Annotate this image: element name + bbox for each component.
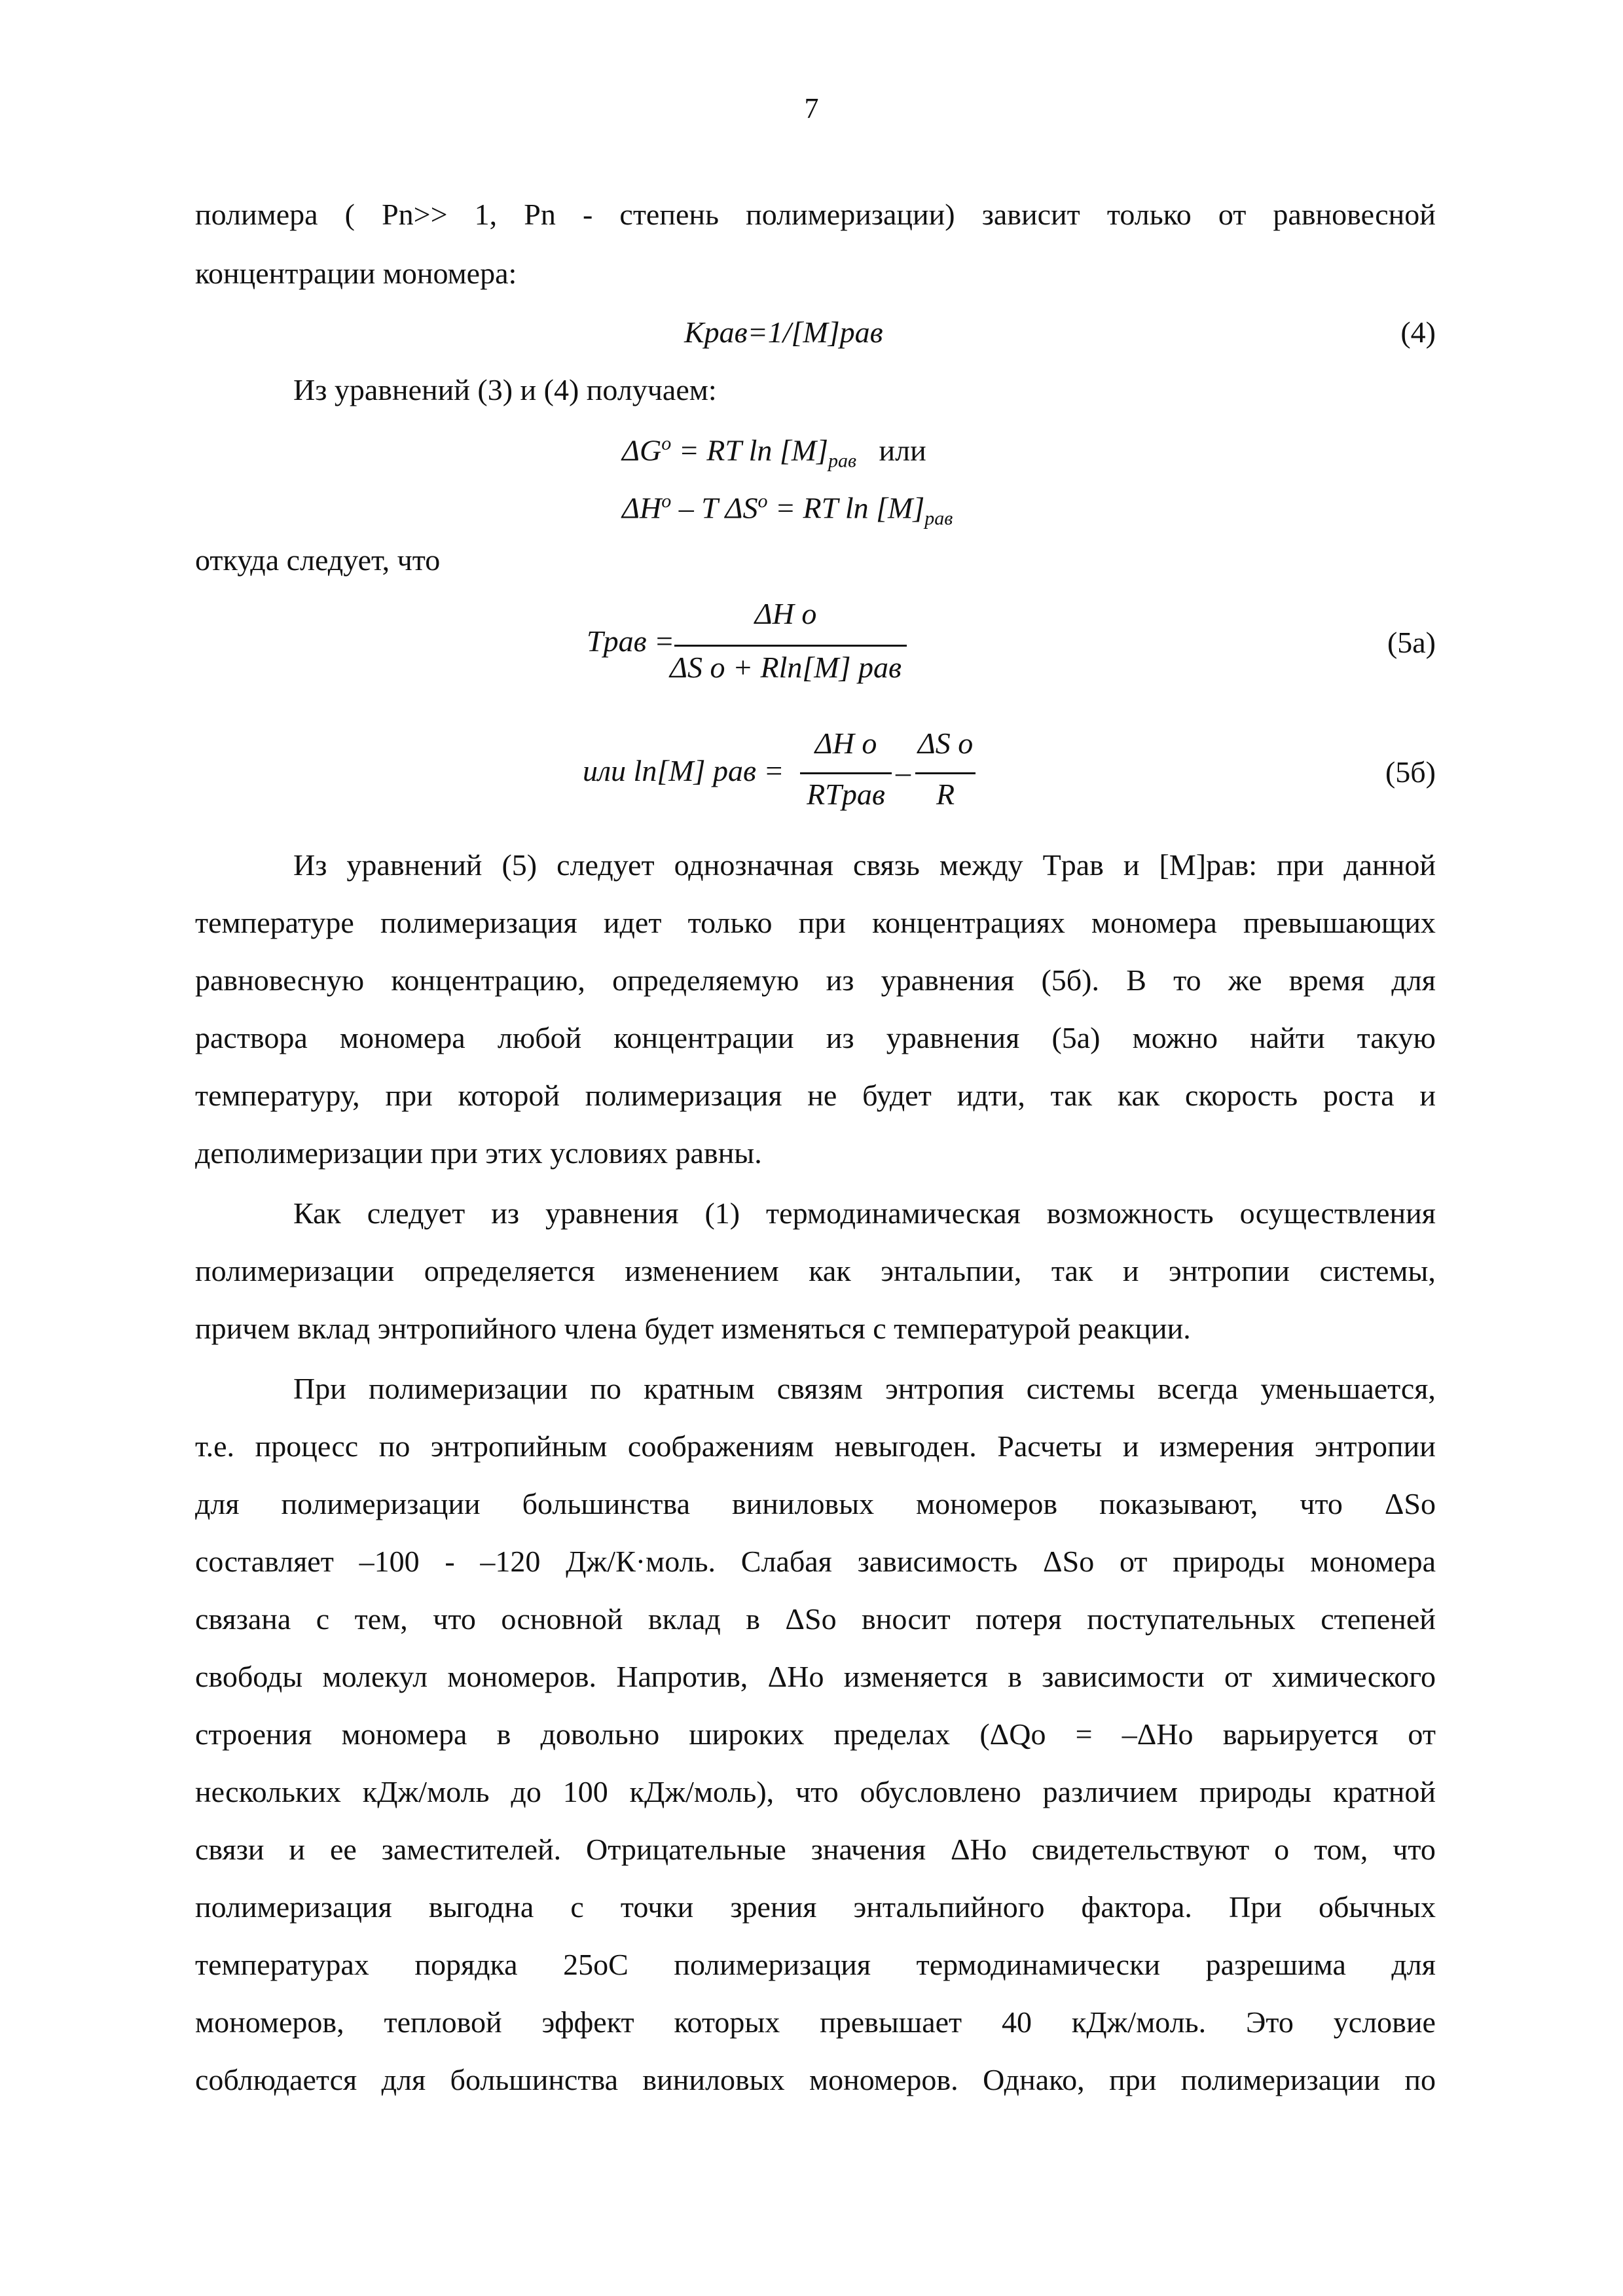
word: так (1050, 1079, 1093, 1112)
word: идти, (957, 1079, 1025, 1112)
word: что (433, 1602, 476, 1636)
word: ΔSo (1043, 1545, 1095, 1578)
word: температурах (195, 1948, 369, 1981)
p3-line-1 (293, 1369, 1436, 1408)
word: для (195, 1487, 240, 1520)
word: большинства (450, 2063, 618, 2096)
word: Как (293, 1196, 341, 1230)
word: вносит (862, 1602, 951, 1636)
word: определяется (424, 1254, 595, 1287)
word: скорость (1185, 1079, 1298, 1112)
word: в (746, 1602, 760, 1636)
word: полимеризации) (746, 198, 955, 231)
equation-4-number: (4) (1400, 315, 1436, 349)
word: любой (497, 1021, 582, 1054)
p2-line-3: причем вклад энтропийного члена будет изменяться с температурой реакции. (195, 1312, 1191, 1345)
word: мономера (339, 1021, 465, 1054)
word: ее (329, 1833, 357, 1866)
word: в (496, 1717, 511, 1751)
word: которых (674, 2005, 780, 2039)
word: энтропийным (430, 1429, 608, 1463)
word: зависимости (1042, 1660, 1205, 1693)
word: кДж/моль (362, 1775, 490, 1808)
word: по (378, 1429, 410, 1463)
word: термодинамически (916, 1948, 1161, 1981)
eq5a-numerator: ΔH o (754, 597, 817, 630)
word: роста (1322, 1079, 1395, 1112)
word: фактора. (1081, 1890, 1192, 1924)
word: возможность (1046, 1196, 1214, 1230)
p1-line-6: деполимеризации при этих условиях равны. (195, 1136, 762, 1170)
word: 40 (1002, 2005, 1032, 2039)
word: 25oC (563, 1948, 629, 1981)
word: измерения (1159, 1429, 1294, 1463)
word: концентрациях (872, 906, 1065, 939)
word: при (1109, 2063, 1157, 2096)
page-number: 7 (804, 92, 819, 124)
word: энтропии (1315, 1429, 1436, 1463)
eq5b-lhs: или ln[M] рав = (583, 754, 784, 787)
word: связана (195, 1602, 291, 1636)
word: точки (620, 1890, 694, 1924)
word: поступательных (1087, 1602, 1296, 1636)
word: для (381, 2063, 426, 2096)
p1-line-2 (195, 903, 1436, 942)
p3-line-10 (195, 1888, 1436, 1927)
word: равновесной (1273, 198, 1436, 231)
word: что (1300, 1487, 1343, 1520)
p1-line-5 (195, 1076, 1436, 1115)
word: нескольких (195, 1775, 341, 1808)
word: При (1229, 1890, 1282, 1924)
word: В (1126, 963, 1146, 997)
word: системы (1026, 1372, 1135, 1405)
word: как (809, 1254, 851, 1287)
word: температуру, (195, 1079, 360, 1112)
word: разрешима (1205, 1948, 1346, 1981)
word: = (1075, 1717, 1093, 1751)
eq5a-label: (5а) (1387, 626, 1436, 659)
word: такую (1357, 1021, 1436, 1054)
intro-line-1 (195, 195, 1436, 234)
word: различием (1042, 1775, 1178, 1808)
eq5b-fraction-bar-2 (915, 772, 976, 774)
word: как (1117, 1079, 1160, 1112)
word: тепловой (384, 2005, 502, 2039)
word: мономеров. (809, 2063, 958, 2096)
word: до (511, 1775, 541, 1808)
word: виниловых (642, 2063, 785, 2096)
p2-line-1 (293, 1194, 1436, 1233)
word: (5б). (1041, 963, 1099, 997)
word: и (289, 1833, 306, 1866)
word: осуществления (1239, 1196, 1436, 1230)
p3-line-9 (195, 1830, 1436, 1869)
p3-line-4 (195, 1542, 1436, 1581)
word: условие (1333, 2005, 1436, 2039)
p3-line-2 (195, 1427, 1436, 1466)
from-equations-text: Из уравнений (3) и (4) получаем: (293, 373, 717, 406)
intro-line-2: концентрации мономера: (195, 257, 517, 290)
word: т.е. (195, 1429, 235, 1463)
word: природы (1199, 1775, 1312, 1808)
word: ΔSo (1384, 1487, 1436, 1520)
word: полимеризация (380, 906, 577, 939)
word: значения (811, 1833, 926, 1866)
word: при (385, 1079, 433, 1112)
word: свидетельствуют (1031, 1833, 1250, 1866)
p3-line-8 (195, 1772, 1436, 1812)
word: Это (1246, 2005, 1294, 2039)
p1-line-3 (195, 961, 1436, 1000)
word: уравнения (881, 963, 1015, 997)
word: (5) (501, 848, 538, 882)
word: время (1288, 963, 1365, 997)
word: кДж/моль), (629, 1775, 775, 1808)
word: При (293, 1372, 346, 1405)
word: следует (556, 848, 655, 882)
word: следует (367, 1196, 465, 1230)
word: от (1408, 1717, 1436, 1751)
word: полимеризация (585, 1079, 782, 1112)
word: для (1391, 1948, 1436, 1981)
word: Pn>> (382, 198, 448, 231)
word: от (1218, 198, 1247, 231)
word: при (1277, 848, 1324, 882)
word: Из (293, 848, 327, 882)
word: Дж/К·моль. (566, 1545, 716, 1578)
word: в (1008, 1660, 1022, 1693)
p3-line-7 (195, 1715, 1436, 1754)
word: с (570, 1890, 584, 1924)
word: –100 (359, 1545, 420, 1578)
word: и (1123, 848, 1140, 882)
word: которой (458, 1079, 560, 1112)
word: том, (1314, 1833, 1368, 1866)
word: процесс (255, 1429, 359, 1463)
eq5a-lhs: Tрав = (587, 624, 675, 658)
word: тем, (354, 1602, 408, 1636)
word: связям (776, 1372, 863, 1405)
word: полимеризации (369, 1372, 568, 1405)
word: ΔHo (767, 1660, 824, 1693)
word: можно (1132, 1021, 1218, 1054)
word: –ΔHo (1122, 1717, 1194, 1751)
eq5b-minus: – (896, 755, 911, 789)
word: Слабая (740, 1545, 832, 1578)
word: термодинамическая (766, 1196, 1021, 1230)
word: и (1122, 1254, 1139, 1287)
p3-line-3 (195, 1484, 1436, 1524)
eq5a-fraction-bar (674, 645, 907, 647)
word: энтропия (885, 1372, 1004, 1405)
word: температуре (195, 906, 354, 939)
word: всегда (1157, 1372, 1239, 1405)
word: выгодна (428, 1890, 534, 1924)
word: уменьшается, (1260, 1372, 1436, 1405)
word: кратным (644, 1372, 755, 1405)
word: - (445, 1545, 455, 1578)
word: природы (1173, 1545, 1285, 1578)
word: раствора (195, 1021, 308, 1054)
word: Однако, (983, 2063, 1085, 2096)
word: полимеризации (195, 1254, 395, 1287)
p3-line-5 (195, 1600, 1436, 1639)
word: (5а) (1051, 1021, 1101, 1054)
word: с (316, 1602, 330, 1636)
eq5b-label: (5б) (1385, 755, 1436, 789)
word: связи (195, 1833, 264, 1866)
word: вклад (647, 1602, 721, 1636)
word: свободы (195, 1660, 303, 1693)
word: мономера (1091, 906, 1217, 939)
word: мономера (1310, 1545, 1436, 1578)
word: заместителей. (381, 1833, 562, 1866)
word: довольно (540, 1717, 660, 1751)
word: [M]рав: (1159, 848, 1257, 882)
word: степеней (1321, 1602, 1436, 1636)
word: Pn (524, 198, 556, 231)
word: зрения (730, 1890, 817, 1924)
word: эффект (541, 2005, 634, 2039)
word: полимеризация (674, 1948, 871, 1981)
word: же (1228, 963, 1262, 997)
word: уравнения (545, 1196, 679, 1230)
word: мономера (341, 1717, 467, 1751)
word: зависит (981, 198, 1080, 231)
word: молекул (322, 1660, 428, 1693)
word: и (1419, 1079, 1436, 1112)
word: концентрацию, (391, 963, 585, 997)
word: идет (603, 906, 662, 939)
word: Отрицательные (586, 1833, 786, 1866)
word: кратной (1333, 1775, 1436, 1808)
word: уравнения (886, 1021, 1020, 1054)
word: из (826, 963, 854, 997)
word: определяемую (612, 963, 799, 997)
eq5b-denominator-2: R (936, 778, 955, 811)
word: для (1391, 963, 1436, 997)
equation-4: Kрав=1/[M]рав (684, 315, 883, 349)
word: энтальпийного (853, 1890, 1045, 1924)
p1-line-1 (293, 846, 1436, 885)
word: химического (1271, 1660, 1436, 1693)
word: обусловлено (860, 1775, 1021, 1808)
p3-line-12 (195, 2003, 1436, 2042)
word: изменением (625, 1254, 779, 1287)
word: Напротив, (616, 1660, 748, 1693)
p2-line-2 (195, 1251, 1436, 1291)
word: энтропии (1169, 1254, 1290, 1287)
word: что (1393, 1833, 1436, 1866)
eq5b-numerator-2: ΔS o (917, 726, 974, 760)
word: уравнений (346, 848, 483, 882)
word: основной (501, 1602, 623, 1636)
word: при (798, 906, 846, 939)
word: Расчеты (997, 1429, 1103, 1463)
word: варьируется (1222, 1717, 1379, 1751)
word: то (1173, 963, 1201, 997)
word: мономеров, (195, 2005, 344, 2039)
word: и (1122, 1429, 1139, 1463)
word: от (1119, 1545, 1148, 1578)
word: показывают, (1099, 1487, 1258, 1520)
word: широких (689, 1717, 805, 1751)
word: будет (862, 1079, 932, 1112)
word: системы, (1319, 1254, 1436, 1287)
word: так (1051, 1254, 1093, 1287)
word: потеря (976, 1602, 1062, 1636)
word: Tрав (1042, 848, 1104, 882)
eq5b-fraction-bar-1 (800, 772, 892, 774)
word: энтальпии, (881, 1254, 1022, 1287)
p3-line-13 (195, 2060, 1436, 2100)
word: найти (1250, 1021, 1325, 1054)
word: виниловых (731, 1487, 875, 1520)
word: ΔHo (950, 1833, 1007, 1866)
word: не (807, 1079, 837, 1112)
word: превышает (820, 2005, 962, 2039)
word: –120 (480, 1545, 541, 1578)
word: - (582, 198, 593, 231)
word: зависимость (857, 1545, 1018, 1578)
word: от (1224, 1660, 1252, 1693)
word: превышающих (1243, 906, 1436, 939)
word: из (826, 1021, 854, 1054)
word: порядка (414, 1948, 518, 1981)
word: что (795, 1775, 839, 1808)
eq5b-denominator-1: RTрав (807, 778, 885, 811)
word: концентрации (613, 1021, 794, 1054)
word: (ΔQo (979, 1717, 1046, 1751)
word: связь (853, 848, 920, 882)
word: равновесную (195, 963, 365, 997)
word: изменяется (843, 1660, 988, 1693)
word: между (939, 848, 1023, 882)
word: строения (195, 1717, 312, 1751)
word: только (687, 906, 773, 939)
word: мономеров (916, 1487, 1058, 1520)
word: о (1274, 1833, 1290, 1866)
word: полимера (195, 198, 318, 231)
word: полимеризация (195, 1890, 392, 1924)
word: 1, (474, 198, 498, 231)
p3-line-11 (195, 1945, 1436, 1984)
word: составляет (195, 1545, 334, 1578)
word: степень (619, 198, 719, 231)
word: только (1106, 198, 1192, 231)
word: обычных (1318, 1890, 1436, 1924)
word: соображениям (627, 1429, 814, 1463)
word: полимеризации (1180, 2063, 1380, 2096)
word: соблюдается (195, 2063, 357, 2096)
word: по (590, 1372, 622, 1405)
eq5a-denominator: ΔS o + Rln[M] рав (669, 651, 902, 684)
word: мономеров. (447, 1660, 596, 1693)
word: данной (1343, 848, 1436, 882)
word: невыгоден. (834, 1429, 977, 1463)
word: ΔSo (785, 1602, 837, 1636)
word: полимеризации (281, 1487, 481, 1520)
whence-text: откуда следует, что (195, 543, 441, 577)
word: большинства (522, 1487, 691, 1520)
eq5b-numerator-1: ΔH o (814, 726, 877, 760)
word: пределах (833, 1717, 951, 1751)
equation-gibbs: $\Delta G^o$ = RT $\ln [M]_{рав}$ или (622, 433, 926, 472)
word: по (1404, 2063, 1436, 2096)
equation-enthalpy-entropy: $\Delta H^o$ – T $\Delta S^o$ = RT $\ln [M]_{рав}$ (622, 490, 953, 529)
word: (1) (704, 1196, 740, 1230)
word: кДж/моль. (1071, 2005, 1207, 2039)
word: из (491, 1196, 520, 1230)
word: 100 (562, 1775, 608, 1808)
p1-line-4 (195, 1018, 1436, 1058)
word: ( (344, 198, 355, 231)
word: однозначная (674, 848, 834, 882)
p3-line-6 (195, 1657, 1436, 1696)
